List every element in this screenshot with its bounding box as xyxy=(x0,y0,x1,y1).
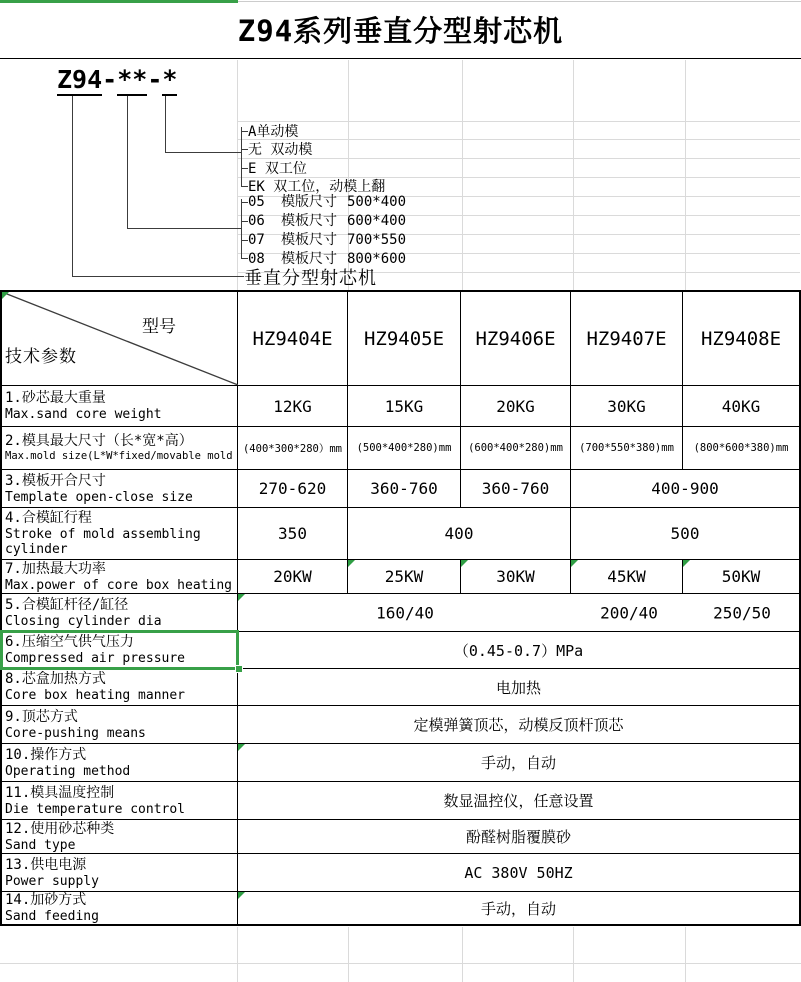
row-label-en: Stroke of mold assembling cylinder xyxy=(5,527,201,557)
bracket-tick xyxy=(241,149,248,150)
model-header-cell[interactable]: HZ9405E xyxy=(348,292,461,385)
bracket-tick xyxy=(241,168,248,169)
error-indicator-icon xyxy=(571,560,578,567)
row-label-cell[interactable] xyxy=(2,427,238,469)
title-band xyxy=(0,0,801,59)
value-cell[interactable]: (600*400*280)mm xyxy=(461,427,571,469)
size-option xyxy=(248,232,406,248)
table-row xyxy=(2,508,799,560)
value-cell[interactable]: (800*600*380)mm xyxy=(683,427,799,469)
connector-line xyxy=(127,228,242,229)
row-label-cell[interactable] xyxy=(2,594,238,631)
table-row xyxy=(2,892,799,924)
gridline xyxy=(573,60,574,290)
value-cell[interactable]: (700*550*380)mm xyxy=(571,427,683,469)
row-label-cell[interactable] xyxy=(2,782,238,819)
size-option-code: 05 xyxy=(248,194,265,210)
error-indicator-icon xyxy=(238,744,245,751)
model-header-cell[interactable]: HZ9407E xyxy=(571,292,683,385)
table-row xyxy=(2,854,799,892)
value-cell[interactable]: 25KW xyxy=(348,560,461,593)
value-text: 160/40 xyxy=(376,603,434,622)
bracket-line xyxy=(241,127,242,187)
row-label-zh: 14.加砂方式 xyxy=(5,892,87,908)
value-cell-merged[interactable]: 手动，自动 xyxy=(238,744,799,781)
value-cell[interactable]: 350 xyxy=(238,508,348,559)
variant-option: EK 双工位，动模上翻 xyxy=(248,179,386,195)
gridline xyxy=(0,963,801,964)
value-cell[interactable]: 360-760 xyxy=(461,470,571,507)
row-label-en: Template open-close size xyxy=(5,489,193,505)
row-label-en: Compressed air pressure xyxy=(5,651,186,666)
model-code-variant-star: * xyxy=(162,65,178,94)
row-label-cell[interactable] xyxy=(2,508,238,559)
error-indicator-icon xyxy=(461,560,468,567)
bracket-tick xyxy=(241,186,248,187)
size-option xyxy=(248,194,406,210)
gridline xyxy=(685,927,686,982)
size-option-code: 06 xyxy=(248,213,265,229)
model-code-diagram xyxy=(0,60,801,290)
corner-label-model: 型号 xyxy=(142,317,176,337)
table-row xyxy=(2,470,799,508)
size-option xyxy=(248,213,406,229)
row-label-cell[interactable] xyxy=(2,892,238,924)
value-cell-merged[interactable]: 400-900 xyxy=(571,470,799,507)
row-label-en: Power supply xyxy=(5,873,99,889)
value-cell[interactable]: (400*300*280）mm xyxy=(238,427,348,469)
table-row xyxy=(2,744,799,782)
connector-line xyxy=(72,96,73,277)
connector-line xyxy=(165,152,242,153)
row-label-zh: 6.压缩空气供气压力 xyxy=(5,634,134,650)
gridline xyxy=(238,121,800,122)
size-option-name: 模板尺寸 xyxy=(281,251,337,267)
model-code: Z94-**-* xyxy=(57,65,178,94)
table-row xyxy=(2,782,799,820)
size-option-name: 模版尺寸 xyxy=(281,194,337,210)
table-row xyxy=(2,427,799,470)
table-row xyxy=(2,386,799,427)
error-indicator-icon xyxy=(238,594,245,601)
value-cell-merged[interactable]: 定模弹簧顶芯，动模反顶杆顶芯 xyxy=(238,706,799,743)
row-label-en: Core box heating manner xyxy=(5,688,186,703)
variant-option: A单动模 xyxy=(248,124,299,140)
bracket-tick xyxy=(241,258,248,259)
gridline xyxy=(685,60,686,290)
row-label-zh: 8.芯盒加热方式 xyxy=(5,671,106,687)
top-gridline xyxy=(238,1,801,2)
size-option-code: 07 xyxy=(248,232,265,248)
size-option-size: 500*400 xyxy=(347,194,407,210)
row-label-zh: 5.合模缸杆径/缸径 xyxy=(5,596,129,613)
error-indicator-icon xyxy=(683,560,690,567)
value-cell[interactable]: 50KW xyxy=(683,560,799,593)
row-label-zh: 3.模板开合尺寸 xyxy=(5,472,106,489)
value-cell[interactable]: 45KW xyxy=(571,560,683,593)
value-text: 200/40 xyxy=(600,603,658,622)
bracket-tick xyxy=(241,240,248,241)
row-label-en: Core-pushing means xyxy=(5,725,146,741)
row-label-cell[interactable] xyxy=(2,744,238,781)
value-cell-merged[interactable]: 酚醛树脂覆膜砂 xyxy=(238,820,799,853)
variant-option: 无 双动模 xyxy=(248,142,313,158)
value-cell-merged[interactable]: 数显温控仪，任意设置 xyxy=(238,782,799,819)
gridline xyxy=(462,927,463,982)
table-row xyxy=(2,594,799,632)
model-header-cell[interactable]: HZ9406E xyxy=(461,292,571,385)
gridline xyxy=(348,927,349,982)
row-label-zh: 7.加热最大功率 xyxy=(5,560,106,577)
row-label-zh: 4.合模缸行程 xyxy=(5,510,92,526)
row-label-cell[interactable] xyxy=(2,470,238,507)
value-cell[interactable]: (500*400*280)mm xyxy=(348,427,461,469)
row-label-zh: 2.模具最大尺寸（长*宽*高） xyxy=(5,433,193,449)
value-cell[interactable]: 20KW xyxy=(238,560,348,593)
active-cell-selection[interactable] xyxy=(0,630,239,670)
table-row xyxy=(2,706,799,744)
gridline xyxy=(237,927,238,982)
table-row xyxy=(2,560,799,594)
value-cell[interactable]: 360-760 xyxy=(348,470,461,507)
size-option-size: 600*400 xyxy=(347,213,407,229)
gridline xyxy=(462,60,463,290)
value-cell-merged[interactable]: 手动，自动 xyxy=(238,892,799,924)
value-cell[interactable]: 30KG xyxy=(571,386,683,426)
model-header-cell[interactable]: HZ9404E xyxy=(238,292,348,385)
model-header-cell[interactable]: HZ9408E xyxy=(683,292,799,385)
row-label-cell[interactable] xyxy=(2,854,238,891)
size-option-name: 模板尺寸 xyxy=(281,232,337,248)
gridline xyxy=(238,158,800,159)
bracket-tick xyxy=(241,221,248,222)
row-label-cell[interactable] xyxy=(2,386,238,426)
row-label-cell[interactable] xyxy=(2,706,238,743)
value-cell-merged[interactable]: （0.45-0.7）MPa xyxy=(238,632,799,668)
base-name: 垂直分型射芯机 xyxy=(244,268,377,289)
error-indicator-icon xyxy=(238,892,245,899)
row-label-en: Operating method xyxy=(5,763,131,779)
row-label-en: Sand feeding xyxy=(5,909,99,924)
gridline xyxy=(238,139,800,140)
value-cell[interactable]: 20KG xyxy=(461,386,571,426)
error-indicator-icon xyxy=(2,292,9,299)
table-header-row xyxy=(2,292,799,386)
value-cell[interactable]: 15KG xyxy=(348,386,461,426)
corner-cell[interactable] xyxy=(2,292,238,385)
size-option-size: 800*600 xyxy=(347,251,407,267)
value-cell[interactable]: 40KG xyxy=(683,386,799,426)
row-label-zh: 10.操作方式 xyxy=(5,746,87,763)
row-label-cell[interactable] xyxy=(2,820,238,853)
bracket-line xyxy=(241,199,242,259)
row-label-en: Max.power of core box heating xyxy=(5,577,232,593)
diagonal-line xyxy=(2,292,238,385)
value-cell[interactable]: 30KW xyxy=(461,560,571,593)
corner-label-params: 技术参数 xyxy=(5,347,77,367)
value-cell-merged[interactable] xyxy=(238,594,799,631)
gridline xyxy=(573,927,574,982)
value-cell[interactable]: 12KG xyxy=(238,386,348,426)
connector-line xyxy=(72,276,244,277)
row-label-zh: 12.使用砂芯种类 xyxy=(5,820,115,837)
row-label-en: Sand type xyxy=(5,837,76,853)
connector-line xyxy=(165,96,166,153)
model-code-prefix: Z94 xyxy=(57,65,103,94)
value-cell[interactable]: 270-620 xyxy=(238,470,348,507)
value-cell-merged[interactable]: 电加热 xyxy=(238,669,799,705)
selection-top-bar xyxy=(0,0,238,3)
model-code-size-stars: ** xyxy=(117,65,148,94)
row-label-en: Max.mold size(L*W*fixed/movable mold xyxy=(5,450,233,462)
value-cell-merged[interactable]: 500 xyxy=(571,508,799,559)
row-label-zh: 9.顶芯方式 xyxy=(5,708,78,725)
row-label-en: Closing cylinder dia xyxy=(5,613,162,629)
row-label-zh: 11.模具温度控制 xyxy=(5,784,115,801)
gridline xyxy=(237,60,238,290)
size-option-code: 08 xyxy=(248,251,265,267)
size-option-name: 模板尺寸 xyxy=(281,213,337,229)
row-label-en: Die temperature control xyxy=(5,801,186,817)
bracket-tick xyxy=(241,131,248,132)
table-row xyxy=(2,669,799,706)
spec-table xyxy=(0,290,801,926)
value-cell-merged[interactable]: AC 380V 50HZ xyxy=(238,854,799,891)
connector-line xyxy=(127,96,128,229)
variant-option: E 双工位 xyxy=(248,161,307,177)
page-title: Z94系列垂直分型射芯机 xyxy=(237,13,564,48)
gridline xyxy=(238,177,800,178)
value-text: 250/50 xyxy=(713,603,771,622)
value-cell-merged[interactable]: 400 xyxy=(348,508,571,559)
row-label-cell[interactable] xyxy=(2,669,238,705)
row-label-zh: 1.砂芯最大重量 xyxy=(5,390,106,406)
row-label-cell[interactable] xyxy=(2,560,238,593)
table-row xyxy=(2,820,799,854)
row-label-zh: 13.供电电源 xyxy=(5,856,87,873)
error-indicator-icon xyxy=(348,560,355,567)
size-option-size: 700*550 xyxy=(347,232,407,248)
row-label-en: Max.sand core weight xyxy=(5,407,162,422)
bracket-tick xyxy=(241,202,248,203)
fill-handle[interactable] xyxy=(235,665,243,673)
